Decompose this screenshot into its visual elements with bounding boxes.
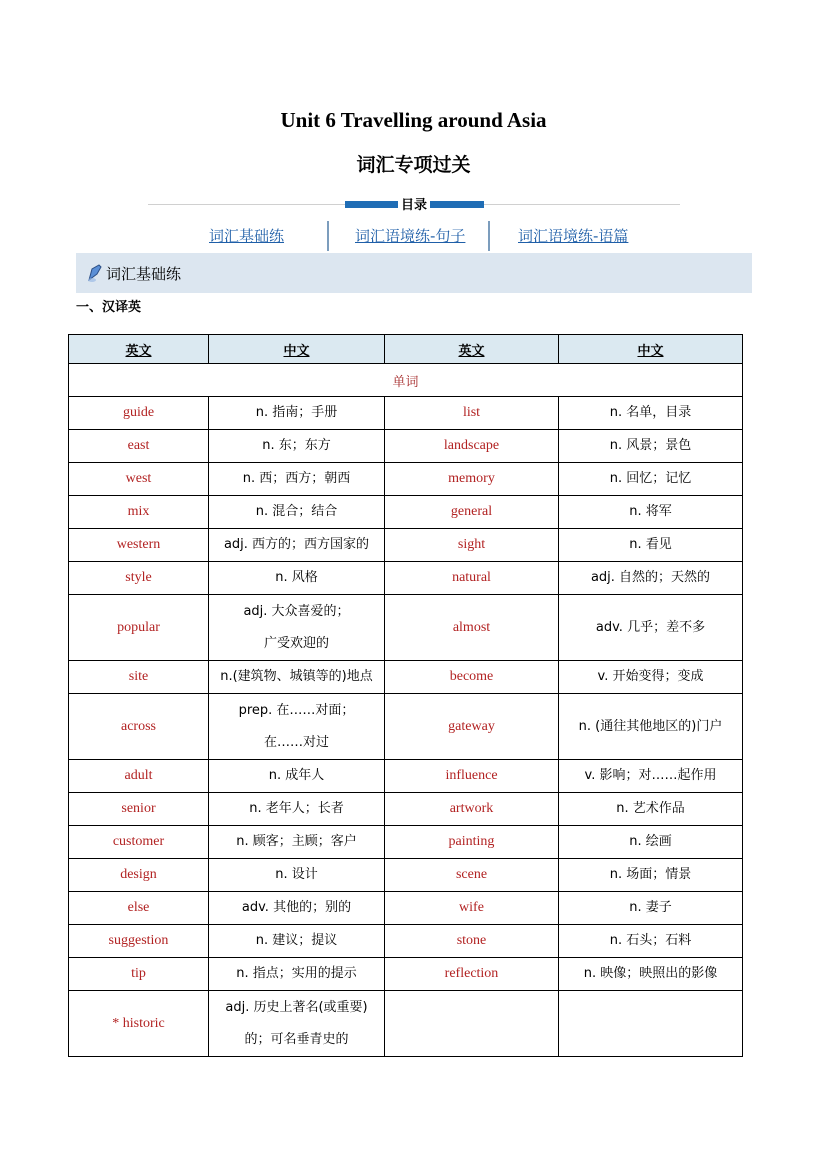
toc-link-passage[interactable]: 词汇语境练-语篇 bbox=[518, 227, 629, 245]
english-word: mix bbox=[69, 496, 209, 529]
english-word: become bbox=[385, 661, 559, 694]
english-word: general bbox=[385, 496, 559, 529]
toc-separator bbox=[327, 221, 329, 251]
english-word: senior bbox=[69, 793, 209, 826]
chinese-meaning: n. 顾客；主顾；客户 bbox=[209, 826, 385, 859]
section-title: 词汇基础练 bbox=[106, 265, 182, 283]
chinese-meaning: n. 石头；石料 bbox=[559, 925, 743, 958]
chinese-meaning: n. 回忆；记忆 bbox=[559, 463, 743, 496]
table-row bbox=[69, 595, 743, 661]
english-word: design bbox=[69, 859, 209, 892]
column-header-chinese: 中文 bbox=[209, 335, 385, 364]
section-header bbox=[76, 253, 752, 293]
chinese-meaning: n. 将军 bbox=[559, 496, 743, 529]
chinese-meaning: n. 绘画 bbox=[559, 826, 743, 859]
chinese-meaning: v. 开始变得；变成 bbox=[559, 661, 743, 694]
english-word: gateway bbox=[385, 694, 559, 760]
exercise-heading: 一、汉译英 bbox=[76, 300, 142, 315]
table-row bbox=[69, 463, 743, 496]
chinese-meaning: n. 东；东方 bbox=[209, 430, 385, 463]
toc-bar-left bbox=[345, 201, 400, 208]
english-word: across bbox=[69, 694, 209, 760]
chinese-meaning: n. 看见 bbox=[559, 529, 743, 562]
english-word: artwork bbox=[385, 793, 559, 826]
table-row bbox=[69, 562, 743, 595]
english-word: site bbox=[69, 661, 209, 694]
chinese-meaning: prep. 在……对面； 在……对过 bbox=[209, 694, 385, 760]
english-word: west bbox=[69, 463, 209, 496]
table-row bbox=[69, 793, 743, 826]
chinese-meaning: n. 建议；提议 bbox=[209, 925, 385, 958]
toc-link-basic[interactable]: 词汇基础练 bbox=[209, 227, 285, 245]
table-row bbox=[69, 430, 743, 463]
chinese-meaning: adj. 大众喜爱的； 广受欢迎的 bbox=[209, 595, 385, 661]
chinese-meaning: n. 混合；结合 bbox=[209, 496, 385, 529]
english-word: stone bbox=[385, 925, 559, 958]
table-row bbox=[69, 397, 743, 430]
chinese-meaning: adv. 几乎；差不多 bbox=[559, 595, 743, 661]
chinese-meaning: n. 设计 bbox=[209, 859, 385, 892]
toc-label: 目录 bbox=[398, 194, 430, 213]
chinese-meaning: n.(建筑物、城镇等的)地点 bbox=[209, 661, 385, 694]
english-word: influence bbox=[385, 760, 559, 793]
chinese-meaning: n. 老年人；长者 bbox=[209, 793, 385, 826]
toc-separator bbox=[488, 221, 490, 251]
table-row bbox=[69, 826, 743, 859]
toc-link-sentence[interactable]: 词汇语境练-句子 bbox=[355, 227, 466, 245]
english-word: painting bbox=[385, 826, 559, 859]
english-word: landscape bbox=[385, 430, 559, 463]
chinese-meaning: n. 艺术作品 bbox=[559, 793, 743, 826]
chinese-meaning: n. 成年人 bbox=[209, 760, 385, 793]
group-label: 单词 bbox=[69, 364, 743, 397]
english-word: scene bbox=[385, 859, 559, 892]
english-word: tip bbox=[69, 958, 209, 991]
english-word: sight bbox=[385, 529, 559, 562]
english-word: customer bbox=[69, 826, 209, 859]
column-header-english: 英文 bbox=[385, 335, 559, 364]
chinese-meaning: n. 妻子 bbox=[559, 892, 743, 925]
english-word: reflection bbox=[385, 958, 559, 991]
english-word: western bbox=[69, 529, 209, 562]
vocabulary-table bbox=[68, 334, 743, 1057]
table-row bbox=[69, 991, 743, 1057]
pen-icon bbox=[86, 263, 104, 287]
chinese-meaning: adj. 自然的；天然的 bbox=[559, 562, 743, 595]
chinese-meaning: n. 指南；手册 bbox=[209, 397, 385, 430]
english-word: * historic bbox=[69, 991, 209, 1057]
english-word: almost bbox=[385, 595, 559, 661]
chinese-meaning: n. 风格 bbox=[209, 562, 385, 595]
column-header-chinese: 中文 bbox=[559, 335, 743, 364]
english-word: east bbox=[69, 430, 209, 463]
table-row bbox=[69, 529, 743, 562]
table-row bbox=[69, 661, 743, 694]
english-word: adult bbox=[69, 760, 209, 793]
chinese-meaning: n. 场面；情景 bbox=[559, 859, 743, 892]
chinese-meaning: n. 名单，目录 bbox=[559, 397, 743, 430]
table-row bbox=[69, 925, 743, 958]
table-row bbox=[69, 760, 743, 793]
column-header-english: 英文 bbox=[69, 335, 209, 364]
chinese-meaning: v. 影响；对……起作用 bbox=[559, 760, 743, 793]
english-word: natural bbox=[385, 562, 559, 595]
chinese-meaning: n. 指点；实用的提示 bbox=[209, 958, 385, 991]
english-word: wife bbox=[385, 892, 559, 925]
english-word: list bbox=[385, 397, 559, 430]
table-row bbox=[69, 694, 743, 760]
english-word: memory bbox=[385, 463, 559, 496]
english-word: popular bbox=[69, 595, 209, 661]
chinese-meaning: adj. 历史上著名(或重要) 的；可名垂青史的 bbox=[209, 991, 385, 1057]
table-row bbox=[69, 496, 743, 529]
table-row bbox=[69, 892, 743, 925]
english-word: else bbox=[69, 892, 209, 925]
english-word: guide bbox=[69, 397, 209, 430]
toc-bar-right bbox=[428, 201, 484, 208]
document-subtitle: 词汇专项过关 bbox=[356, 154, 471, 176]
table-row bbox=[69, 958, 743, 991]
chinese-meaning: n. (通往其他地区的)门户 bbox=[559, 694, 743, 760]
table-row bbox=[69, 859, 743, 892]
english-word bbox=[385, 991, 559, 1057]
chinese-meaning: adj. 西方的；西方国家的 bbox=[209, 529, 385, 562]
chinese-meaning: n. 风景；景色 bbox=[559, 430, 743, 463]
english-word: suggestion bbox=[69, 925, 209, 958]
chinese-meaning: adv. 其他的；别的 bbox=[209, 892, 385, 925]
chinese-meaning: n. 映像；映照出的影像 bbox=[559, 958, 743, 991]
chinese-meaning: n. 西；西方；朝西 bbox=[209, 463, 385, 496]
english-word: style bbox=[69, 562, 209, 595]
document-title: Unit 6 Travelling around Asia bbox=[280, 108, 547, 132]
chinese-meaning bbox=[559, 991, 743, 1057]
